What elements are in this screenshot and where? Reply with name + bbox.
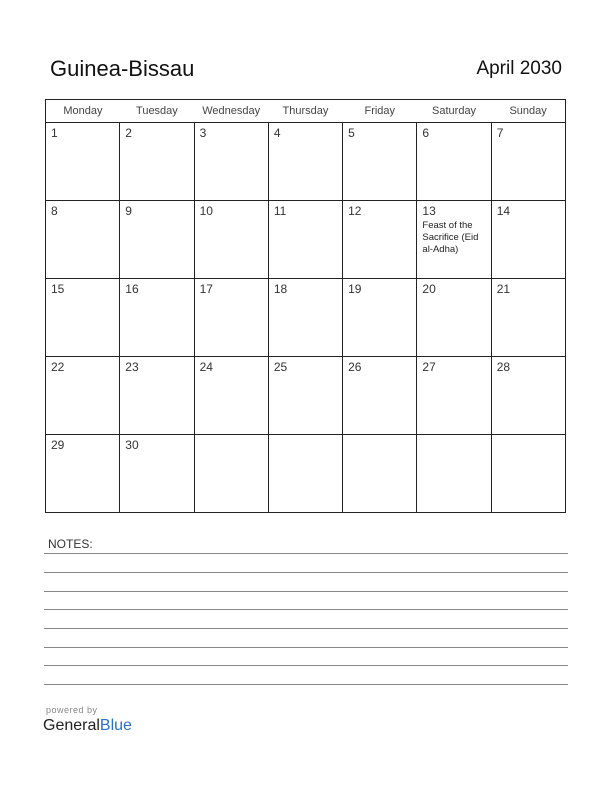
day-number: 1 [51,126,58,140]
day-cell [46,435,120,513]
day-number: 29 [51,438,65,452]
day-number: 3 [199,126,207,140]
day-cell [46,201,120,279]
day-cell [491,279,565,357]
weekday-header-row [46,100,566,123]
day-cell [194,201,268,279]
day-number: 28 [496,360,511,374]
day-number: 20 [422,282,436,296]
week-row [46,279,566,357]
day-cell [417,123,491,201]
notes-line [44,609,568,610]
day-number: 11 [273,204,287,218]
day-number: 18 [273,282,288,296]
day-number: 23 [125,360,139,374]
day-cell [491,123,565,201]
calendar-month-title: April 2030 [476,58,562,79]
day-cell [120,123,194,201]
day-number: 2 [125,126,132,140]
week-row [46,357,566,435]
day-number: 19 [348,282,362,296]
weekday-sunday: Sunday [491,100,565,123]
week-row [46,123,566,201]
day-cell [46,279,120,357]
day-cell-empty [491,435,565,513]
day-number: 25 [273,360,288,374]
weekday-wednesday: Wednesday [194,100,268,123]
day-number: 10 [199,204,213,218]
day-number: 4 [273,126,281,140]
week-row [46,435,566,513]
day-number: 5 [348,126,355,140]
day-number: 16 [125,282,139,296]
day-cell [46,357,120,435]
powered-by-text: powered by [46,705,98,715]
day-cell [194,123,268,201]
notes-line [44,591,568,592]
day-cell [343,123,417,201]
day-cell [194,279,268,357]
day-number: 30 [125,438,139,452]
day-cell [268,279,342,357]
day-cell [343,357,417,435]
notes-line [44,684,568,685]
day-number: 14 [496,204,511,218]
day-cell [417,279,491,357]
brand-general: General [43,717,100,734]
notes-line [44,665,568,666]
calendar-country-title: Guinea-Bissau [50,56,195,81]
day-cell [417,357,491,435]
day-cell [268,123,342,201]
day-cell-empty [194,435,268,513]
weekday-saturday: Saturday [417,100,491,123]
day-number: 12 [348,204,362,218]
day-number: 7 [496,126,504,140]
day-cell [491,201,565,279]
day-cell [120,357,194,435]
day-cell-empty [417,435,491,513]
day-number: 26 [348,360,362,374]
day-cell-empty [268,435,342,513]
day-cell [120,279,194,357]
day-number: 24 [199,360,213,374]
day-cell [46,123,120,201]
day-cell-empty [343,435,417,513]
weekday-thursday: Thursday [268,100,342,123]
day-number: 22 [51,360,65,374]
day-cell [343,201,417,279]
calendar-grid [45,99,566,513]
holiday-label: Feast of the Sacrifice (Eid al-Adha) [422,220,479,255]
weekday-monday: Monday [46,100,120,123]
notes-line [44,647,568,648]
notes-line [44,572,568,573]
brand-blue: Blue [99,717,132,734]
day-number: 8 [51,204,58,218]
day-number: 17 [199,282,213,296]
day-cell [491,357,565,435]
day-cell [194,357,268,435]
day-cell-holiday [417,201,491,279]
day-number: 13 [422,204,436,218]
day-number: 6 [422,126,430,140]
notes-label: NOTES: [48,537,93,551]
day-cell [343,279,417,357]
week-row [46,201,566,279]
day-cell [268,357,342,435]
notes-line [44,628,568,629]
generalblue-logo [43,717,132,735]
day-number: 27 [422,360,436,374]
day-number: 9 [125,204,132,218]
day-cell [268,201,342,279]
day-number: 21 [496,282,511,296]
notes-line [44,553,568,554]
weekday-friday: Friday [343,100,417,123]
day-number: 15 [51,282,65,296]
day-cell [120,435,194,513]
day-cell [120,201,194,279]
weekday-tuesday: Tuesday [120,100,194,123]
